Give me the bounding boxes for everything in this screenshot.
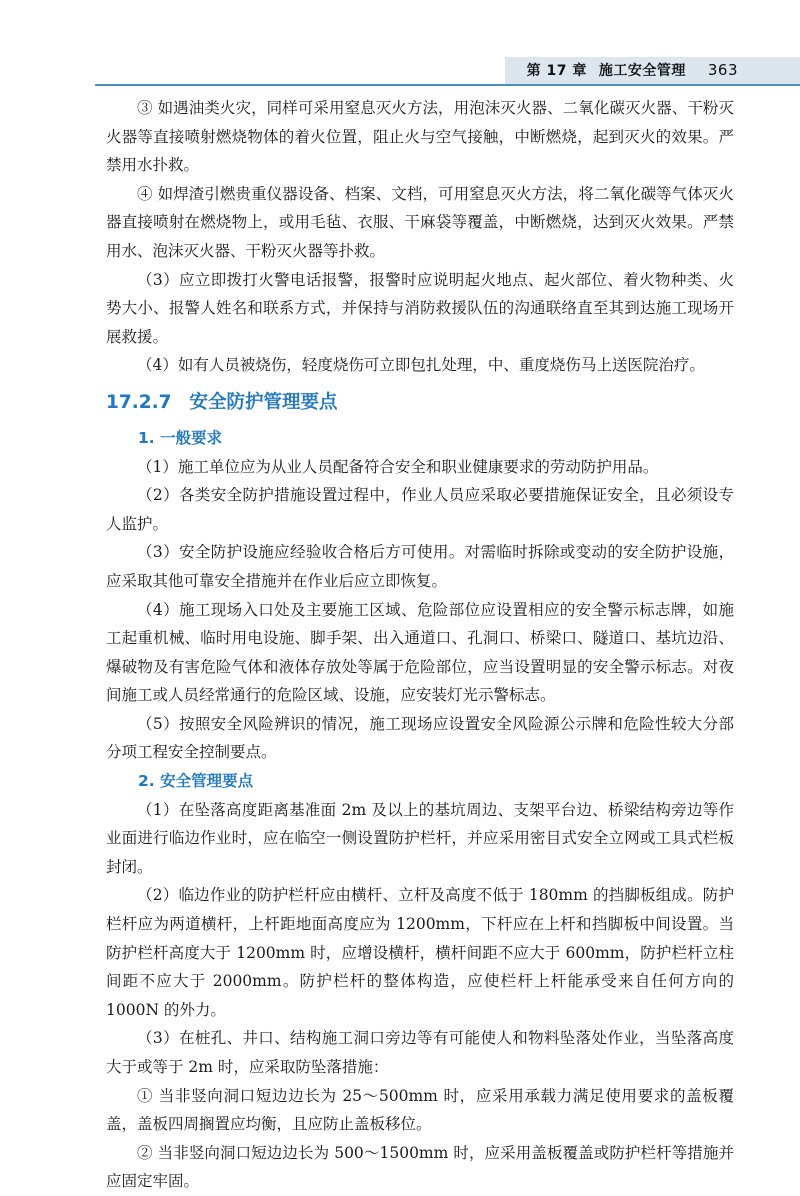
chapter-label: 第 17 章 (526, 63, 587, 79)
page-body (106, 94, 734, 1196)
safety-subitem: ② 当非竖向洞口短边边长为 500～1500mm 时，应采用盖板覆盖或防护栏杆等措施并应固定牢固。 (106, 1143, 734, 1191)
general-item: （3）安全防护设施应经验收合格后方可使用。对需临时拆除或变动的安全防护设施，应采取其他可靠安全措施并在作业后应立即恢复。 (106, 543, 734, 590)
subheading-safety: 2. 安全管理要点 (138, 772, 254, 791)
paragraph-burns: （4）如有人员被烧伤，轻度烧伤可立即包扎处理，中、重度烧伤马上送医院治疗。 (137, 356, 705, 375)
general-item: （1）施工单位应为从业人员配备符合安全和职业健康要求的劳动防护用品。 (137, 457, 659, 476)
page-number: 363 (707, 61, 738, 79)
general-item: （5）按照安全风险辨识的情况，施工现场应设置安全风险源公示牌和危险性较大分部分项工程安全控制要点。 (106, 714, 734, 762)
chapter-title: 施工安全管理 (598, 63, 686, 79)
paragraph-welding-fire: ④ 如焊渣引燃贵重仪器设备、档案、文档，可用窒息灭火方法，将二氧化碳等气体灭火器直接喷射在燃烧物上，或用毛毡、衣服、干麻袋等覆盖，中断燃烧，达到灭火效果。严禁用水、泡沫灭火器、干粉灭火器等扑救。 (106, 184, 734, 260)
section-heading (106, 388, 734, 418)
header-rule (95, 84, 800, 86)
general-item: （2）各类安全防护措施设置过程中，作业人员应采取必要措施保证安全，且必须设专人监护。 (106, 486, 734, 533)
section-number: 17.2.7 (106, 391, 172, 413)
safety-item: （2）临边作业的防护栏杆应由横杆、立杆及高度不低于 180mm 的挡脚板组成。防护栏杆应为两道横杆，上杆距地面高度应为 1200mm，下杆应在上杆和挡脚板中间设置。当防护栏杆高度大于 1200mm 时，应增设横杆，横杆间距不应大于 600mm，防护栏杆立柱间距不应大于 2000mm。防护栏杆的整体构造，应使栏杆上杆能承受来自任何方向的 1000N 的外力。 (106, 886, 734, 1019)
subheading-general: 1. 一般要求 (138, 428, 223, 447)
section-title: 安全防护管理要点 (189, 391, 338, 413)
paragraph-oil-fire: ③ 如遇油类火灾，同样可采用窒息灭火方法，用泡沫灭火器、二氧化碳灭火器、干粉灭火器等直接喷射燃烧物体的着火位置，阻止火与空气接触，中断燃烧，起到灭火的效果。严禁用水扑救。 (106, 99, 734, 175)
header-text (527, 60, 738, 80)
running-header (0, 0, 800, 90)
safety-subitem: ① 当非竖向洞口短边边长为 25～500mm 时，应采用承载力满足使用要求的盖板覆盖，盖板四周搁置应均衡，且应防止盖板移位。 (106, 1086, 734, 1134)
general-item: （4）施工现场入口处及主要施工区域、危险部位应设置相应的安全警示标志牌，如施工起重机械、临时用电设施、脚手架、出入通道口、孔洞口、桥梁口、隧道口、基坑边沿、爆破物及有害危险气体和液体存放处等属于危险部位，应当设置明显的安全警示标志。对夜间施工或人员经常通行的危险区域、设施，应安装灯光示警标志。 (106, 600, 734, 705)
safety-item: （3）在桩孔、井口、结构施工洞口旁边等有可能使人和物料坠落处作业，当坠落高度大于或等于 2m 时，应采取防坠落措施： (106, 1029, 734, 1076)
safety-item: （1）在坠落高度距离基准面 2m 及以上的基坑周边、支架平台边、桥梁结构旁边等作业面进行临边作业时，应在临空一侧设置防护栏杆，并应采用密目式安全立网或工具式栏板封闭。 (106, 800, 734, 876)
paragraph-fire-alarm: （3）应立即拨打火警电话报警，报警时应说明起火地点、起火部位、着火物种类、火势大小、报警人姓名和联系方式，并保持与消防救援队伍的沟通联络直至其到达施工现场开展救援。 (106, 270, 734, 346)
